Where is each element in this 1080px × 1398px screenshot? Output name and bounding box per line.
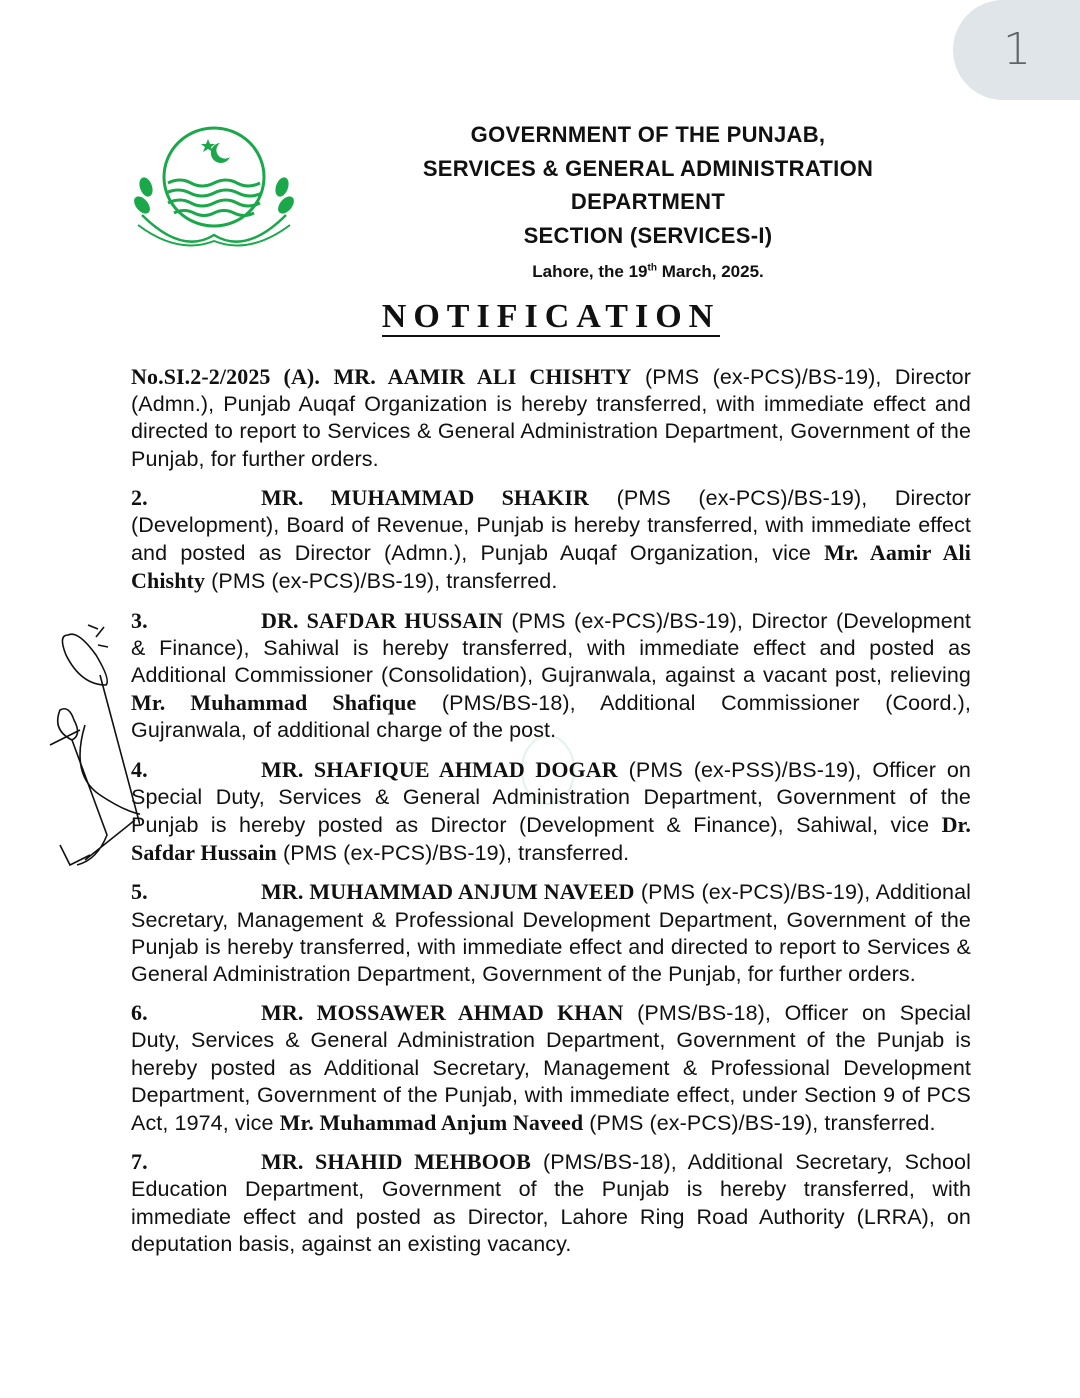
paragraph-text: (PMS (ex-PSS)/BS-19), Officer on Special Duty, Services & General Administration Department, Government of the Punjab is hereby posted as Director (Development & Finance), Sahiwal, vice bbox=[131, 757, 971, 838]
header-line-4: SECTION (SERVICES-I) bbox=[523, 222, 773, 248]
officer-name: DR. SAFDAR HUSSAIN bbox=[261, 607, 503, 633]
date-suffix: March, 2025. bbox=[656, 262, 764, 281]
punjab-emblem-logo bbox=[128, 125, 300, 247]
paragraph-tail: (PMS (ex-PCS)/BS-19), transferred. bbox=[205, 569, 558, 594]
referenced-officer-name: Mr. Muhammad Shafique bbox=[131, 690, 417, 716]
document-title bbox=[370, 298, 732, 336]
title-text: NOTIFICATION bbox=[381, 298, 721, 335]
notification-paragraph bbox=[131, 484, 971, 596]
notification-paragraph bbox=[131, 756, 971, 868]
notification-paragraph bbox=[131, 607, 971, 745]
referenced-officer-name: Dr. Safdar Hussain bbox=[131, 812, 971, 866]
officer-name: MR. SHAFIQUE AHMAD DOGAR bbox=[261, 756, 618, 782]
referenced-officer-name: Mr. Muhammad Anjum Naveed bbox=[279, 1110, 584, 1136]
page-number-indicator bbox=[953, 0, 1080, 100]
referenced-officer-name: Mr. Aamir Ali Chishty bbox=[131, 540, 971, 594]
notification-body bbox=[131, 363, 971, 1269]
paragraph-text: (PMS (ex-PCS)/BS-19), Director (Admn.), Punjab Auqaf Organization is hereby transferred, with immediate effect and directed to report to Services & General Administration Department, Government of the Punjab, for further orders. bbox=[131, 365, 971, 471]
paragraph-number: 5. bbox=[131, 879, 148, 905]
paragraph-text: (PMS/BS-18), Additional Secretary, School Education Department, Government of the Punjab is hereby transferred, with immediate effect and posted as Director, Lahore Ring Road Authority (LRRA), on deputation basis, against an existing vacancy. bbox=[131, 1150, 971, 1256]
officer-name: MR. MUHAMMAD SHAKIR bbox=[261, 484, 589, 510]
officer-name: MR. AAMIR ALI CHISHTY bbox=[333, 364, 632, 389]
page-number: 1 bbox=[1003, 24, 1031, 75]
paragraph-text: (PMS/BS-18), Officer on Special Duty, Services & General Administration Department, Government of the Punjab is hereby posted as Additional Secretary, Management & Professional Development Department, Government of the Punjab, with immediate effect, under Section 9 of PCS Act, 1974, vice bbox=[131, 1001, 971, 1136]
date-prefix: Lahore, the 19 bbox=[532, 262, 648, 281]
paragraph-tail: (PMS (ex-PCS)/BS-19), transferred. bbox=[583, 1111, 936, 1136]
notification-date bbox=[370, 262, 926, 282]
paragraph-number: 2. bbox=[131, 484, 148, 510]
handwritten-signature bbox=[40, 615, 140, 875]
notification-paragraph bbox=[131, 878, 971, 988]
paragraph-number: No.SI.2-2/2025 (A). bbox=[131, 364, 320, 389]
department-header bbox=[370, 118, 926, 252]
paragraph-number: 6. bbox=[131, 1000, 148, 1026]
date-superscript: th bbox=[647, 262, 657, 274]
paragraph-tail: (PMS (ex-PCS)/BS-19), transferred. bbox=[276, 841, 630, 866]
paragraph-number: 7. bbox=[131, 1149, 148, 1175]
paragraph-number: 3. bbox=[131, 607, 148, 633]
officer-name: MR. MUHAMMAD ANJUM NAVEED bbox=[261, 879, 635, 905]
paragraph-text: (PMS (ex-PCS)/BS-19), Director (Development), Board of Revenue, Punjab is hereby transferred, with immediate effect and posted as Director (Admn.), Punjab Auqaf Organization, vice bbox=[131, 485, 971, 566]
paragraph-number: 4. bbox=[131, 756, 148, 782]
notification-paragraph bbox=[131, 1148, 971, 1258]
paragraph-text: (PMS (ex-PCS)/BS-19), Director (Development & Finance), Sahiwal is hereby transferred, with immediate effect and posted as Additional Commissioner (Consolidation), Gujranwala, against a vacant post, relieving bbox=[131, 608, 971, 688]
header-line-1: GOVERNMENT OF THE PUNJAB, bbox=[470, 122, 826, 147]
paragraph-text: (PMS (ex-PCS)/BS-19), Additional Secretary, Management & Professional Development Department, Government of the Punjab is hereby transferred, with immediate effect and directed to report to Services & General Administration Department, Government of the Punjab, for further orders. bbox=[131, 880, 972, 987]
header-line-3: DEPARTMENT bbox=[570, 189, 726, 214]
officer-name: MR. SHAHID MEHBOOB bbox=[261, 1149, 531, 1175]
notification-paragraph bbox=[131, 363, 971, 473]
paragraph-tail: (PMS/BS-18), Additional Commissioner (Coord.), Gujranwala, of additional charge of the post. bbox=[131, 691, 971, 743]
officer-name: MR. MOSSAWER AHMAD KHAN bbox=[261, 1000, 624, 1026]
notification-paragraph bbox=[131, 999, 971, 1137]
header-line-2: SERVICES & GENERAL ADMINISTRATION bbox=[422, 155, 874, 181]
